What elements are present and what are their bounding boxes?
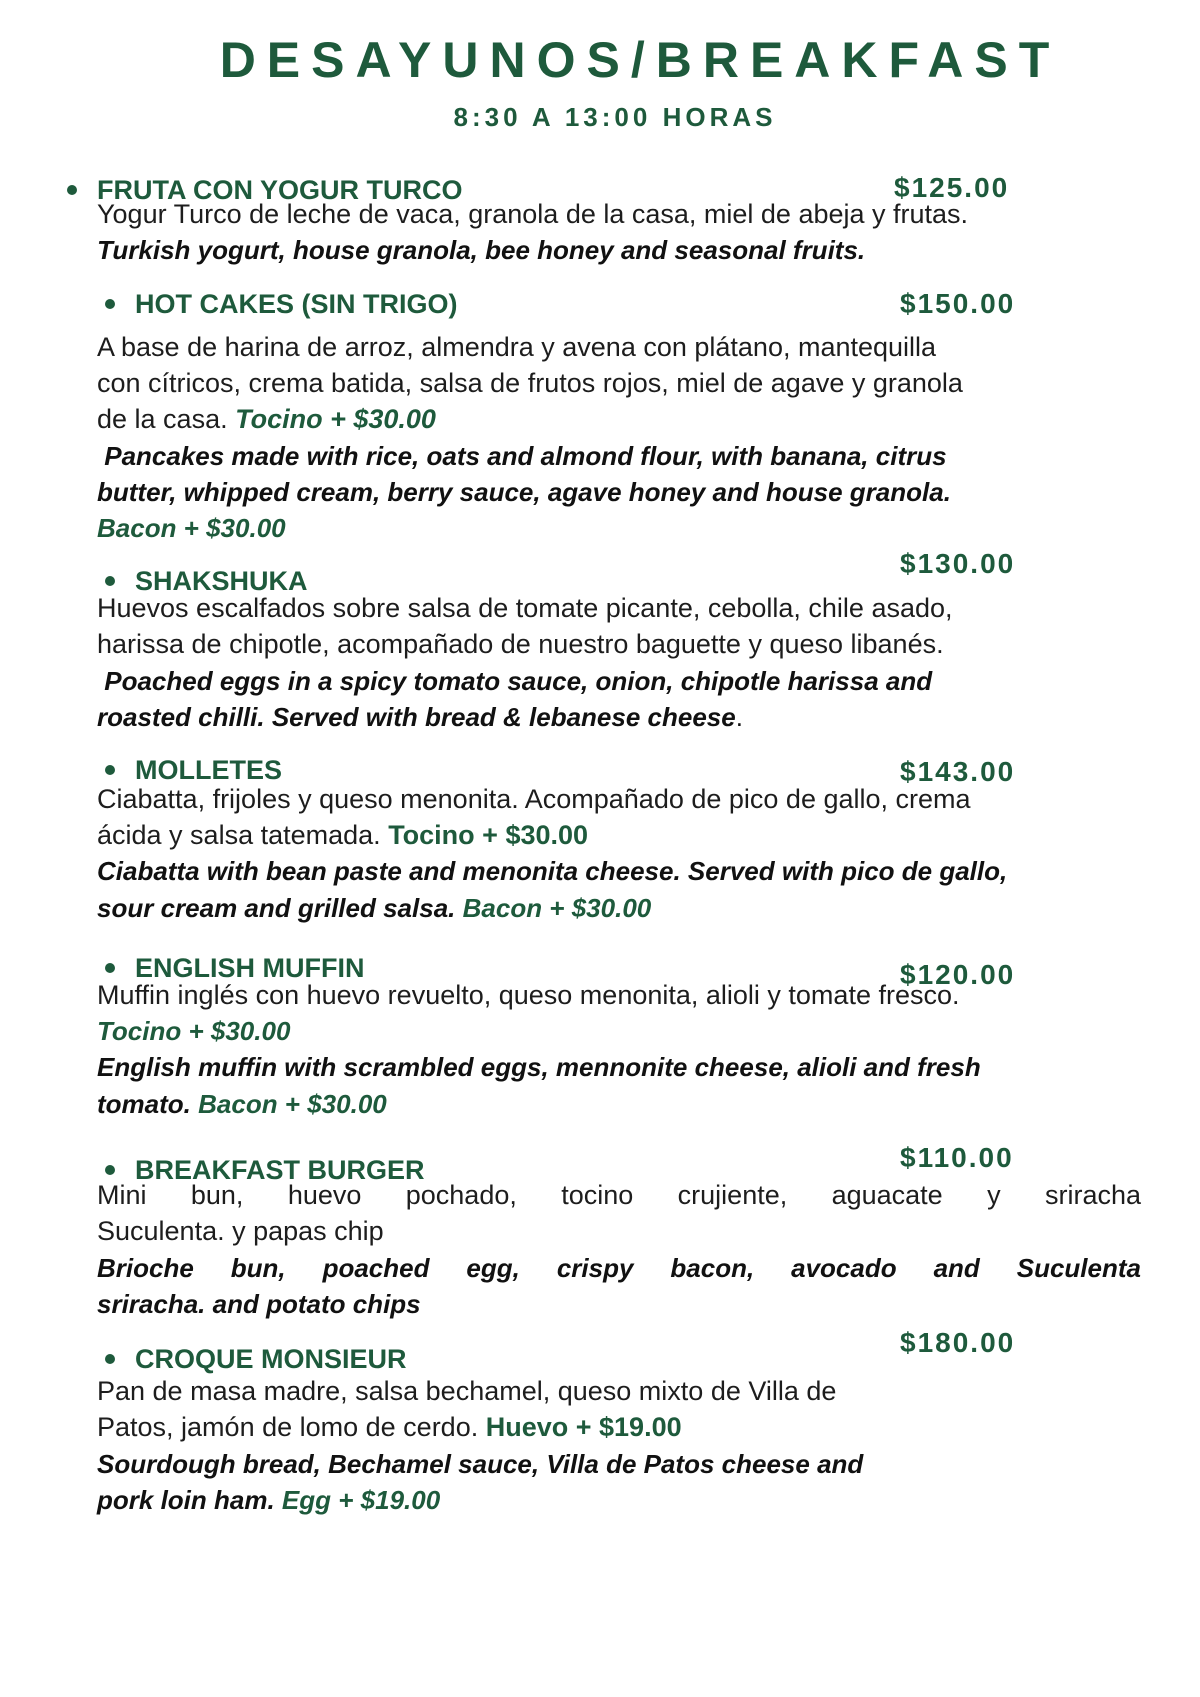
item-description-es: Huevos escalfados sobre salsa de tomate picante, cebolla, chile asado, [97, 593, 953, 623]
bullet-icon [105, 1354, 115, 1364]
item-description-en: butter, whipped cream, berry sauce, agave honey and house granola. [97, 477, 951, 507]
item-extra-es: Tocino + $30.00 [97, 1016, 291, 1046]
bullet-icon [105, 963, 115, 973]
item-extra-en: Bacon + $30.00 [462, 893, 652, 923]
item-description-en [97, 1481, 440, 1520]
item-description-en-text: tomato. [97, 1089, 191, 1119]
item-description-en: Brioche bun, poached egg, crispy bacon, avocado and Suculenta [97, 1253, 1141, 1283]
item-name: CROQUE MONSIEUR [135, 1344, 407, 1374]
item-name: MOLLETES [135, 755, 282, 785]
item-description-en-text: pork loin ham. [97, 1485, 275, 1515]
item-description-en-tail: . [735, 702, 743, 732]
item-description-es-text: ácida y salsa tatemada. [97, 820, 381, 850]
item-price: $125.00 [894, 172, 1010, 203]
bullet-icon [105, 765, 115, 775]
item-description-es: Suculenta. y papas chip [97, 1216, 384, 1246]
item-description-en: sriracha. and potato chips [97, 1289, 421, 1319]
item-extra-es: Tocino + $30.00 [235, 404, 436, 434]
item-name: FRUTA CON YOGUR TURCO [97, 175, 463, 205]
item-price: $180.00 [900, 1327, 1016, 1358]
item-price: $130.00 [900, 548, 1016, 579]
item-name: SHAKSHUKA [135, 566, 308, 596]
item-description-en-text: roasted chilli. Served with bread & lebanese cheese [97, 702, 736, 732]
bullet-icon [105, 576, 115, 586]
item-description-en: Turkish yogurt, house granola, bee honey and seasonal fruits. [97, 235, 866, 265]
item-extra-es: Huevo + $19.00 [485, 1412, 682, 1442]
item-description-en [97, 889, 651, 928]
item-description-en: English muffin with scrambled eggs, mennonite cheese, alioli and fresh [97, 1052, 981, 1082]
item-description-es-text: de la casa. [97, 404, 228, 434]
item-extra-en: Bacon + $30.00 [198, 1089, 387, 1119]
item-description-en: Poached eggs in a spicy tomato sauce, onion, chipotle harissa and [97, 666, 933, 696]
item-description-en [97, 698, 743, 737]
item-description-es: harissa de chipotle, acompañado de nuestro baguette y queso libanés. [97, 629, 944, 659]
item-description-es [97, 816, 588, 855]
item-extra-es: Tocino + $30.00 [388, 820, 589, 850]
item-price: $120.00 [900, 959, 1016, 990]
bullet-icon [67, 185, 77, 195]
item-name: BREAKFAST BURGER [135, 1155, 425, 1185]
item-description-en: Ciabatta with bean paste and menonita cheese. Served with pico de gallo, [97, 856, 1008, 886]
item-description-es [97, 1408, 682, 1447]
item-extra-en: Egg + $19.00 [281, 1485, 441, 1515]
item-description-en: Pancakes made with rice, oats and almond flour, with banana, citrus [97, 441, 947, 471]
item-description-es: Mini bun, huevo pochado, tocino crujiente, aguacate y sriracha [97, 1180, 1141, 1210]
bullet-icon [105, 299, 115, 309]
item-name: HOT CAKES (SIN TRIGO) [135, 289, 458, 319]
item-price: $110.00 [900, 1142, 1014, 1173]
item-description-es: A base de harina de arroz, almendra y avena con plátano, mantequilla [97, 332, 937, 362]
item-description-es: Muffin inglés con huevo revuelto, queso menonita, alioli y tomate fresco. [97, 980, 960, 1010]
item-description-es-text: Patos, jamón de lomo de cerdo. [97, 1412, 479, 1442]
menu-hours: 8:30 A 13:00 HORAS [453, 102, 777, 132]
item-description-en-text: sour cream and grilled salsa. [97, 893, 456, 923]
menu-title: DESAYUNOS/BREAKFAST [219, 32, 1061, 88]
item-extra-en: Bacon + $30.00 [97, 513, 286, 543]
item-description-es: con cítricos, crema batida, salsa de frutos rojos, miel de agave y granola [97, 368, 963, 398]
item-description-en: Sourdough bread, Bechamel sauce, Villa de Patos cheese and [97, 1449, 864, 1479]
item-description-es: Yogur Turco de leche de vaca, granola de la casa, miel de abeja y frutas. [97, 199, 969, 229]
item-name: ENGLISH MUFFIN [135, 953, 365, 983]
item-description-es [97, 400, 436, 439]
bullet-icon [105, 1165, 115, 1175]
item-description-es: Pan de masa madre, salsa bechamel, queso mixto de Villa de [97, 1376, 837, 1406]
item-description-en [97, 1085, 387, 1124]
item-price: $150.00 [900, 288, 1016, 319]
item-price: $143.00 [900, 756, 1016, 787]
item-description-es: Ciabatta, frijoles y queso menonita. Acompañado de pico de gallo, crema [97, 784, 971, 814]
